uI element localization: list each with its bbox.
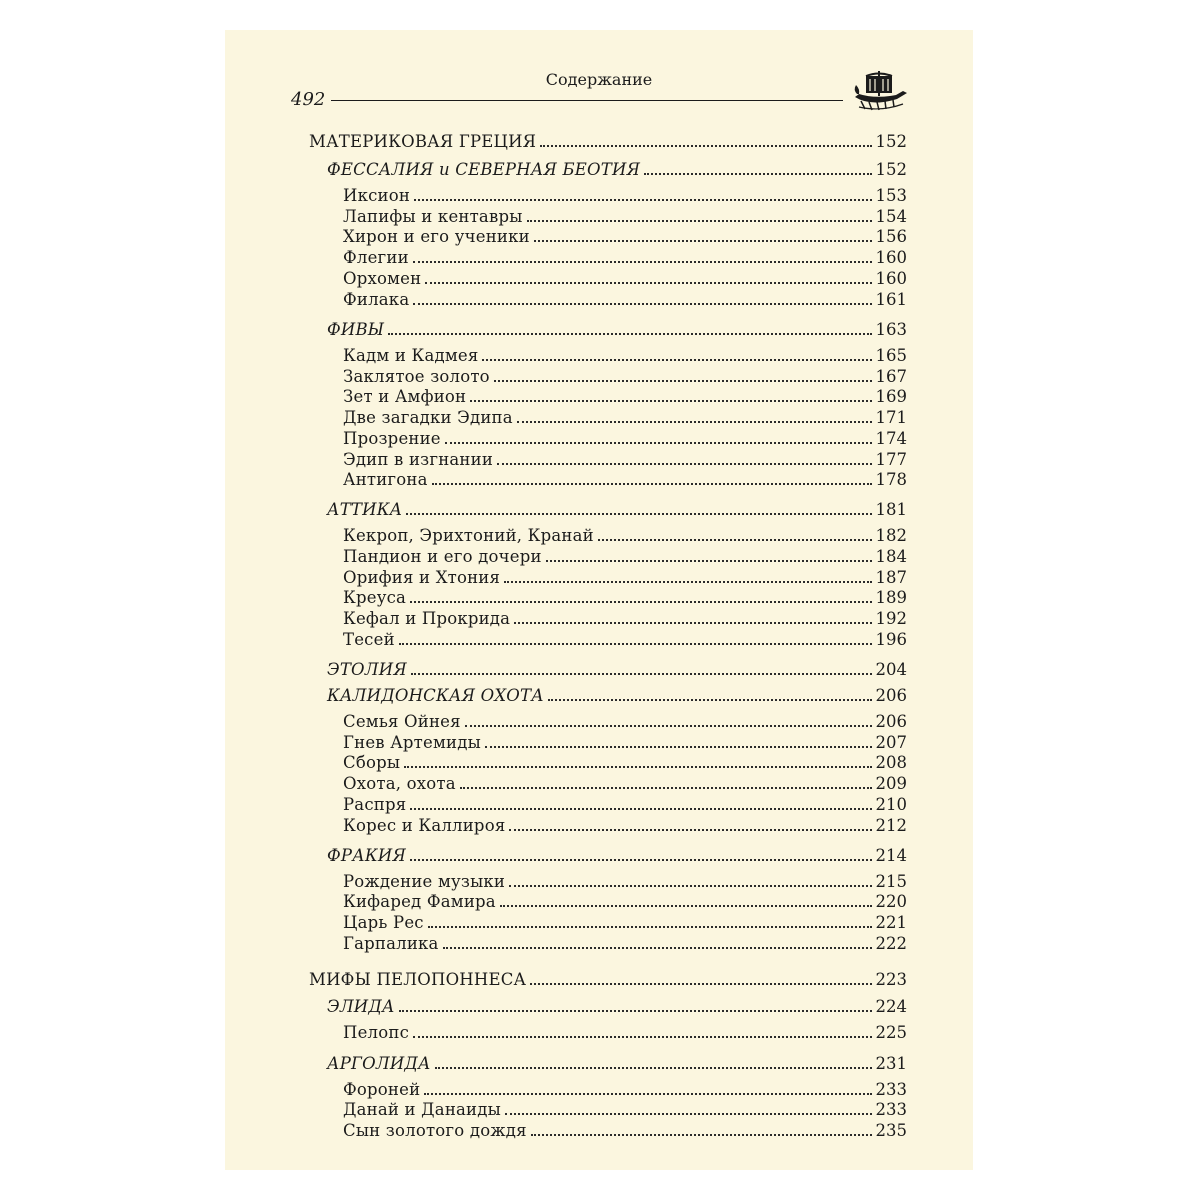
toc-entry	[343, 344, 907, 366]
dot-leader	[410, 859, 872, 861]
toc-entry-title: Рождение музыки	[343, 872, 506, 891]
toc-entry-page: 174	[875, 429, 907, 448]
toc-entry-page: 181	[875, 500, 907, 519]
toc-entry-title: Орхомен	[343, 269, 422, 288]
toc-entry-title: Пандион и его дочери	[343, 547, 542, 566]
toc-entry-title: ЭТОЛИЯ	[327, 660, 407, 679]
table-of-contents	[225, 30, 973, 1170]
toc-entry	[343, 524, 907, 546]
toc-entry-page: 206	[875, 686, 907, 705]
dot-leader	[413, 303, 871, 305]
toc-entry-title: Фороней	[343, 1080, 421, 1099]
toc-section	[327, 318, 907, 340]
toc-entry-title: МАТЕРИКОВАЯ ГРЕЦИЯ	[309, 132, 537, 151]
toc-entry	[343, 710, 907, 732]
toc-entry	[343, 870, 907, 892]
toc-entry	[343, 225, 907, 247]
toc-entry-title: Лапифы и кентавры	[343, 207, 523, 226]
toc-entry-page: 220	[875, 892, 907, 911]
toc-entry	[343, 1078, 907, 1100]
dot-leader	[410, 601, 871, 603]
toc-entry-title: Сын золотого дождя	[343, 1121, 527, 1140]
toc-entry	[343, 772, 907, 794]
dot-leader	[497, 463, 871, 465]
toc-entry	[343, 911, 907, 933]
toc-entry-page: 152	[875, 160, 907, 179]
toc-entry-title: Заклятое золото	[343, 367, 490, 386]
toc-entry	[343, 267, 907, 289]
toc-entry	[343, 545, 907, 567]
toc-entry	[343, 385, 907, 407]
toc-entry-title: Креуса	[343, 588, 407, 607]
toc-entry-page: 156	[875, 227, 907, 246]
dot-leader	[504, 581, 871, 583]
dot-leader	[517, 421, 872, 423]
toc-entry-page: 196	[875, 630, 907, 649]
toc-entry	[343, 1021, 907, 1043]
toc-section	[327, 658, 907, 680]
dot-leader	[540, 145, 871, 147]
toc-entry	[343, 890, 907, 912]
toc-entry	[343, 184, 907, 206]
toc-entry	[343, 731, 907, 753]
toc-entry-title: ФРАКИЯ	[327, 846, 406, 865]
dot-leader	[406, 513, 871, 515]
dot-leader	[413, 261, 872, 263]
toc-part	[309, 130, 907, 152]
dot-leader	[531, 1134, 872, 1136]
toc-entry-title: Эдип в изгнании	[343, 450, 494, 469]
toc-entry	[343, 814, 907, 836]
toc-entry-page: 169	[875, 387, 907, 406]
toc-section	[327, 844, 907, 866]
dot-leader	[530, 983, 871, 985]
dot-leader	[460, 787, 872, 789]
toc-part	[309, 968, 907, 990]
toc-entry-page: 184	[875, 547, 907, 566]
toc-entry-title: Гарпалика	[343, 934, 439, 953]
toc-entry-title: Царь Рес	[343, 913, 424, 932]
toc-entry-title: АРГОЛИДА	[327, 1054, 431, 1073]
dot-leader	[644, 173, 871, 175]
dot-leader	[404, 766, 871, 768]
dot-leader	[411, 673, 872, 675]
toc-entry-title: Флегии	[343, 248, 409, 267]
toc-entry	[343, 1098, 907, 1120]
toc-section	[327, 684, 907, 706]
toc-entry	[343, 288, 907, 310]
toc-entry-title: АТТИКА	[327, 500, 403, 519]
dot-leader	[500, 905, 872, 907]
toc-entry	[343, 607, 907, 629]
toc-entry	[343, 205, 907, 227]
toc-entry-page: 210	[875, 795, 907, 814]
toc-entry-title: Кекроп, Эрихтоний, Кранай	[343, 526, 594, 545]
toc-entry-title: Антигона	[343, 470, 428, 489]
dot-leader	[505, 1113, 872, 1115]
dot-leader	[548, 699, 872, 701]
toc-entry-title: ФИВЫ	[327, 320, 385, 339]
toc-entry-title: Сборы	[343, 753, 401, 772]
toc-entry-page: 235	[875, 1121, 907, 1140]
toc-entry-page: 160	[875, 269, 907, 288]
dot-leader	[413, 1036, 871, 1038]
dot-leader	[399, 1010, 872, 1012]
toc-entry	[343, 566, 907, 588]
toc-entry	[343, 793, 907, 815]
toc-entry-page: 207	[875, 733, 907, 752]
dot-leader	[424, 1093, 871, 1095]
toc-entry-title: Хирон и его ученики	[343, 227, 530, 246]
toc-entry-page: 223	[875, 970, 907, 989]
toc-entry-page: 187	[875, 568, 907, 587]
toc-entry-title: Филака	[343, 290, 410, 309]
toc-entry-title: Распря	[343, 795, 407, 814]
toc-entry-page: 167	[875, 367, 907, 386]
toc-section	[327, 995, 907, 1017]
dot-leader	[470, 400, 871, 402]
toc-section	[327, 1052, 907, 1074]
dot-leader	[414, 199, 871, 201]
dot-leader	[388, 333, 871, 335]
toc-entry	[343, 448, 907, 470]
dot-leader	[410, 808, 871, 810]
toc-entry	[343, 246, 907, 268]
toc-entry-title: ЭЛИДА	[327, 997, 395, 1016]
dot-leader	[546, 560, 872, 562]
toc-section	[327, 158, 907, 180]
toc-entry	[343, 751, 907, 773]
toc-entry-title: ФЕССАЛИЯ и СЕВЕРНАЯ БЕОТИЯ	[327, 160, 641, 179]
toc-entry-page: 171	[875, 408, 907, 427]
toc-entry-page: 163	[875, 320, 907, 339]
book-page	[225, 30, 973, 1170]
toc-entry-page: 209	[875, 774, 907, 793]
toc-entry-title: Данай и Данаиды	[343, 1100, 501, 1119]
toc-entry-page: 161	[875, 290, 907, 309]
toc-entry-page: 224	[875, 997, 907, 1016]
toc-entry-page: 231	[875, 1054, 907, 1073]
dot-leader	[428, 926, 872, 928]
toc-entry	[343, 586, 907, 608]
toc-entry-page: 182	[875, 526, 907, 545]
toc-entry-page: 215	[875, 872, 907, 891]
page-number: 492	[291, 89, 326, 110]
toc-entry-page: 206	[875, 712, 907, 731]
toc-entry-title: Орифия и Хтония	[343, 568, 501, 587]
dot-leader	[432, 483, 872, 485]
toc-entry	[343, 932, 907, 954]
toc-entry-title: Корес и Каллироя	[343, 816, 506, 835]
toc-entry-page: 208	[875, 753, 907, 772]
dot-leader	[435, 1067, 872, 1069]
toc-entry	[343, 468, 907, 490]
dot-leader	[509, 829, 871, 831]
toc-entry-page: 189	[875, 588, 907, 607]
toc-entry-page: 221	[875, 913, 907, 932]
toc-entry-title: Зет и Амфион	[343, 387, 467, 406]
toc-entry-title: Кадм и Кадмея	[343, 346, 479, 365]
dot-leader	[425, 282, 871, 284]
toc-entry-title: Иксион	[343, 186, 411, 205]
toc-entry-title: Кефал и Прокрида	[343, 609, 511, 628]
toc-entry-title: Прозрение	[343, 429, 441, 448]
running-header: Содержание	[545, 70, 653, 89]
dot-leader	[598, 539, 872, 541]
toc-entry-page: 222	[875, 934, 907, 953]
toc-entry-title: МИФЫ ПЕЛОПОННЕСА	[309, 970, 527, 989]
toc-entry-page: 178	[875, 470, 907, 489]
toc-entry-page: 214	[875, 846, 907, 865]
toc-entry-page: 165	[875, 346, 907, 365]
toc-entry	[343, 406, 907, 428]
dot-leader	[443, 947, 872, 949]
toc-entry-title: Семья Ойнея	[343, 712, 461, 731]
toc-entry-title: Охота, охота	[343, 774, 456, 793]
toc-entry-page: 204	[875, 660, 907, 679]
dot-leader	[514, 622, 871, 624]
dot-leader	[399, 643, 872, 645]
toc-entry	[343, 365, 907, 387]
toc-entry-page: 177	[875, 450, 907, 469]
toc-entry-title: Две загадки Эдипа	[343, 408, 513, 427]
toc-entry-page: 212	[875, 816, 907, 835]
dot-leader	[445, 442, 872, 444]
toc-entry	[343, 1119, 907, 1141]
toc-entry	[343, 628, 907, 650]
toc-entry-page: 192	[875, 609, 907, 628]
toc-entry-title: Гнев Артемиды	[343, 733, 481, 752]
dot-leader	[534, 240, 872, 242]
toc-entry-title: КАЛИДОНСКАЯ ОХОТА	[327, 686, 544, 705]
dot-leader	[485, 746, 872, 748]
toc-entry-page: 154	[875, 207, 907, 226]
dot-leader	[527, 220, 872, 222]
toc-entry-title: Кифаред Фамира	[343, 892, 496, 911]
toc-entry-title: Пелопс	[343, 1023, 410, 1042]
dot-leader	[482, 359, 871, 361]
toc-entry	[343, 427, 907, 449]
toc-entry-page: 152	[875, 132, 907, 151]
toc-entry-title: Тесей	[343, 630, 395, 649]
toc-entry-page: 233	[875, 1100, 907, 1119]
toc-entry-page: 153	[875, 186, 907, 205]
toc-entry-page: 225	[875, 1023, 907, 1042]
dot-leader	[509, 885, 871, 887]
dot-leader	[494, 380, 872, 382]
toc-entry-page: 160	[875, 248, 907, 267]
toc-entry-page: 233	[875, 1080, 907, 1099]
dot-leader	[465, 725, 872, 727]
toc-section	[327, 498, 907, 520]
